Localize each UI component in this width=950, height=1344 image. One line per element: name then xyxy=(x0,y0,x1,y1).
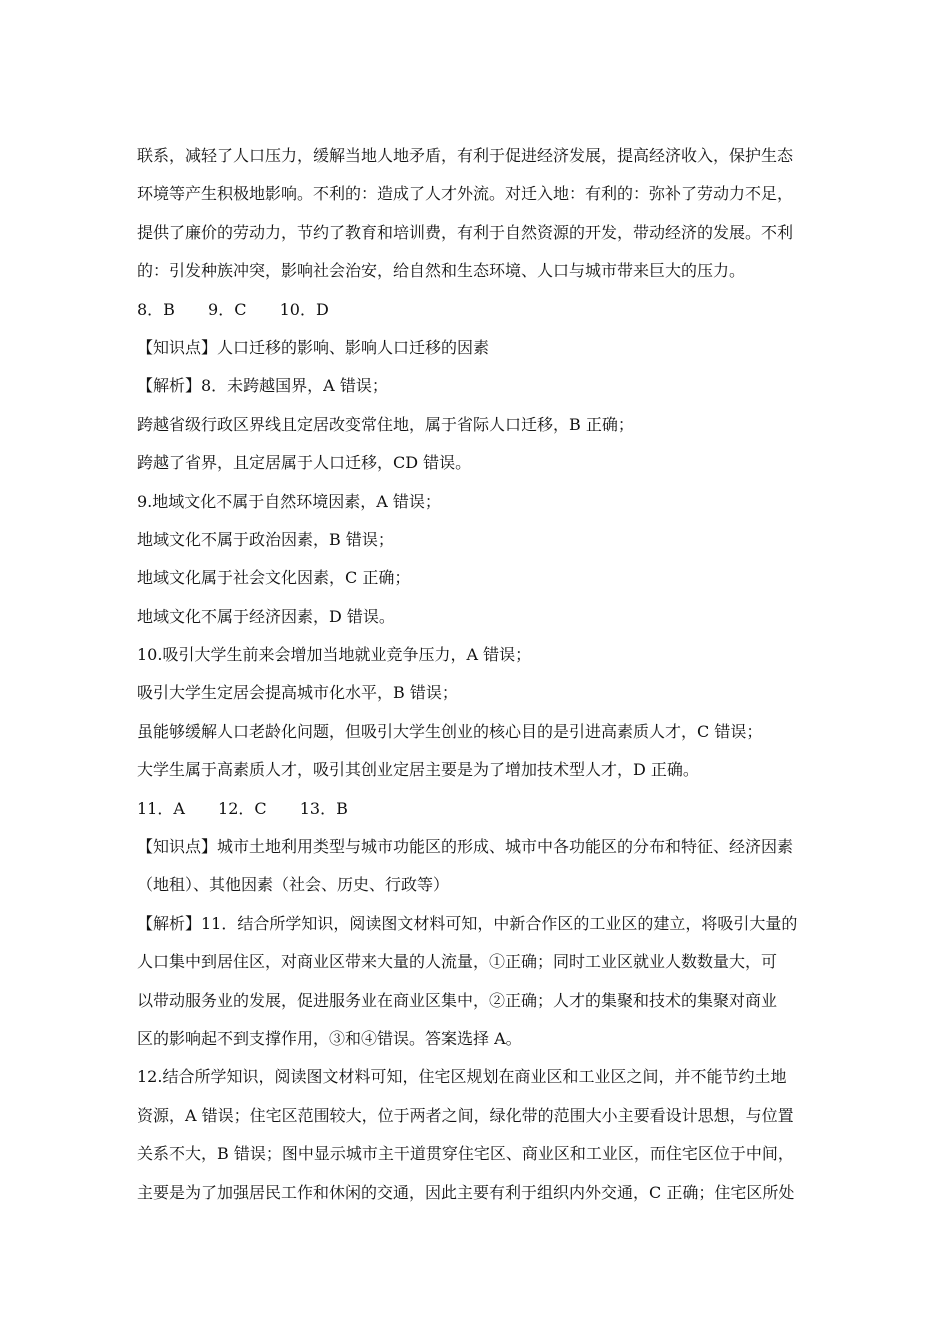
answer-item: 10．D xyxy=(279,299,329,319)
answer-item: 9．C xyxy=(208,299,247,319)
answer-item: 13．B xyxy=(299,798,348,818)
text-line: 提供了廉价的劳动力，节约了教育和培训费，有利于自然资源的开发，带动经济的发展。不利 xyxy=(137,222,794,242)
text-line: 10.吸引大学生前来会增加当地就业竞争压力，A 错误； xyxy=(137,645,532,665)
analysis-line: 【解析】8．未跨越国界，A 错误； xyxy=(137,376,388,396)
text-line: 大学生属于高素质人才，吸引其创业定居主要是为了增加技术型人才，D 正确。 xyxy=(137,760,699,780)
text-line: 以带动服务业的发展，促进服务业在商业区集中，②正确；人才的集聚和技术的集聚对商业 xyxy=(137,990,778,1010)
analysis-line: 【解析】11．结合所学知识，阅读图文材料可知，中新合作区的工业区的建立，将吸引大量的 xyxy=(137,913,798,933)
knowledge-point: 【知识点】人口迁移的影响、影响人口迁移的因素 xyxy=(137,337,490,357)
text-line: 12.结合所学知识，阅读图文材料可知，住宅区规划在商业区和工业区之间，并不能节约土地 xyxy=(137,1067,787,1087)
text-line: 虽能够缓解人口老龄化问题，但吸引大学生创业的核心目的是引进高素质人才，C 错误； xyxy=(137,721,763,741)
text-line: 地域文化不属于政治因素，B 错误； xyxy=(137,529,394,549)
text-line: （地租）、其他因素（社会、历史、行政等） xyxy=(137,875,450,895)
document-page xyxy=(137,137,817,1212)
text-line: 人口集中到居住区，对商业区带来大量的人流量，①正确；同时工业区就业人数数量大，可 xyxy=(137,952,778,972)
knowledge-point: 【知识点】城市土地利用类型与城市功能区的形成、城市中各功能区的分布和特征、经济因素 xyxy=(137,837,794,857)
text-line: 联系，减轻了人口压力，缓解当地人地矛盾，有利于促进经济发展，提高经济收入，保护生态 xyxy=(137,146,794,165)
text-line: 9.地域文化不属于自然环境因素，A 错误； xyxy=(137,491,441,511)
answer-row xyxy=(137,291,817,329)
text-line: 主要是为了加强居民工作和休闲的交通，因此主要有利于组织内外交通，C 正确；住宅区所处 xyxy=(137,1182,795,1202)
text-line: 资源，A 错误；住宅区范围较大，位于两者之间，绿化带的范围大小主要看设计思想，与位置 xyxy=(137,1105,794,1125)
answer-item: 11．A xyxy=(137,798,185,818)
text-line: 吸引大学生定居会提高城市化水平，B 错误； xyxy=(137,683,458,703)
answer-row xyxy=(137,790,817,828)
text-line: 跨越省级行政区界线且定居改变常住地，属于省际人口迁移，B 正确； xyxy=(137,414,634,434)
text-line: 跨越了省界，且定居属于人口迁移，CD 错误。 xyxy=(137,453,472,473)
text-line: 环境等产生积极地影响。不利的：造成了人才外流。对迁入地：有利的：弥补了劳动力不足， xyxy=(137,184,794,204)
text-line: 区的影响起不到支撑作用，③和④错误。答案选择 A。 xyxy=(137,1028,522,1048)
text-line: 关系不大，B 错误；图中显示城市主干道贯穿住宅区、商业区和工业区，而住宅区位于中间， xyxy=(137,1144,794,1164)
text-line: 地域文化不属于经济因素，D 错误。 xyxy=(137,606,395,626)
answer-item: 8．B xyxy=(137,299,175,319)
answer-item: 12．C xyxy=(218,798,267,818)
text-line: 的：引发种族冲突，影响社会治安，给自然和生态环境、人口与城市带来巨大的压力。 xyxy=(137,261,746,281)
text-line: 地域文化属于社会文化因素，C 正确； xyxy=(137,568,411,588)
